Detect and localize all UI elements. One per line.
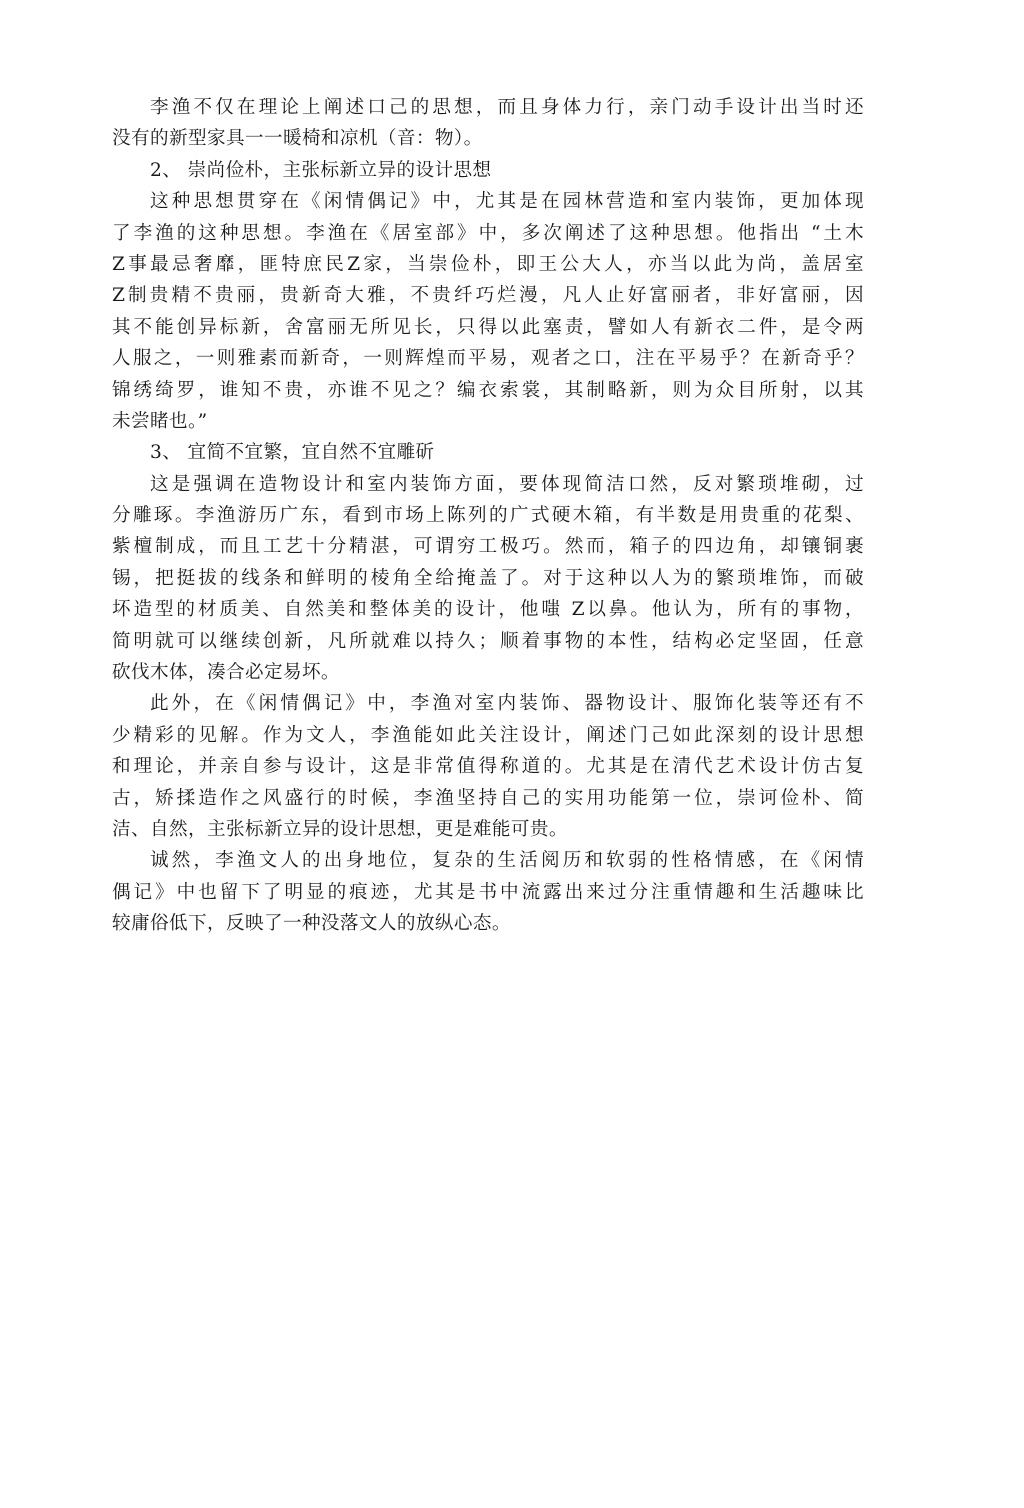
text-line: 锡，把挺拔的线条和鲜明的棱角全给掩盖了。对于这种以人为的繁琐堆饰，而破 (112, 567, 864, 589)
text-line: 锦绣绮罗，谁知不贵，亦谁不见之？编衣索裳，其制略新，则为众目所射，以其 (112, 379, 864, 401)
text-line: 此外，在《闲情偶记》中，李渔对室内装饰、器物设计、服饰化装等还有不 (150, 693, 864, 715)
text-line: 分雕琢。李渔游历广东，看到市场上陈列的广式硬木箱，有半数是用贵重的花梨、 (112, 505, 864, 527)
text-line: 偶记》中也留下了明显的痕迹，尤其是书中流露出来过分注重情趣和生活趣味比 (112, 881, 864, 903)
text-line: 这是强调在造物设计和室内装饰方面，要体现简洁口然，反对繁琐堆砌，过 (150, 473, 864, 495)
text-line: 较庸俗低下，反映了一种没落文人的放纵心态。 (112, 913, 511, 935)
text-line: 了李渔的这种思想。李渔在《居室部》中，多次阐述了这种思想。他指出 “土木 (112, 222, 864, 244)
text-line: 3、 宜简不宜繁，宜自然不宜雕斫 (150, 442, 435, 464)
text-line: 简明就可以继续创新，凡所就难以持久；顺着事物的本性，结构必定坚固，任意 (112, 630, 864, 652)
text-line: 这种思想贯穿在《闲情偶记》中，尤其是在园林营造和室内装饰，更加体现 (150, 191, 864, 213)
text-line: 砍伐木体，凑合必定易坏。 (112, 662, 340, 684)
text-line: 和理论，并亲自参与设计，这是非常值得称道的。尤其是在清代艺术设计仿古复 (112, 756, 864, 778)
text-line: Z事最忌奢靡，匪特庶民Z家，当崇俭朴，即王公大人，亦当以此为尚，盖居室 (112, 253, 864, 275)
text-line: 紫檀制成，而且工艺十分精湛，可谓穷工极巧。然而，箱子的四边角，却镶铜裹 (112, 536, 864, 558)
text-line: Z制贵精不贵丽，贵新奇大雅，不贵纤巧烂漫，凡人止好富丽者，非好富丽，因 (112, 285, 864, 307)
text-line: 人服之，一则雅素而新奇，一则辉煌而平易，观者之口，注在平易乎？在新奇乎？ (112, 348, 864, 370)
document-page (112, 92, 864, 940)
text-line: 李渔不仅在理论上阐述口己的思想，而且身体力行，亲门动手设计出当时还 (150, 97, 864, 118)
text-line: 其不能创异标新，舍富丽无所见长，只得以此塞责，譬如人有新衣二件，是令两 (112, 316, 864, 338)
text-line: 2、 崇尚俭朴，主张标新立异的设计思想 (150, 159, 492, 181)
text-line: 坏造型的材质美、自然美和整体美的设计，他嗤 Z以鼻。他认为，所有的事物， (112, 599, 864, 621)
text-line: 没有的新型家具一一暖椅和凉机（音：物）。 (112, 128, 483, 150)
text-line: 诚然，李渔文人的出身地位，复杂的生活阅历和软弱的性格情感，在《闲情 (150, 850, 864, 872)
text-line: 未尝睹也。” (112, 410, 208, 432)
text-line: 古，矫揉造作之风盛行的时候，李渔坚持自己的实用功能第一位，崇诃俭朴、简 (112, 787, 864, 809)
text-line: 少精彩的见解。作为文人，李渔能如此关注设计，阐述门己如此深刻的设计思想 (112, 724, 864, 746)
text-line: 洁、自然，主张标新立异的设计思想，更是难能可贵。 (112, 818, 568, 840)
